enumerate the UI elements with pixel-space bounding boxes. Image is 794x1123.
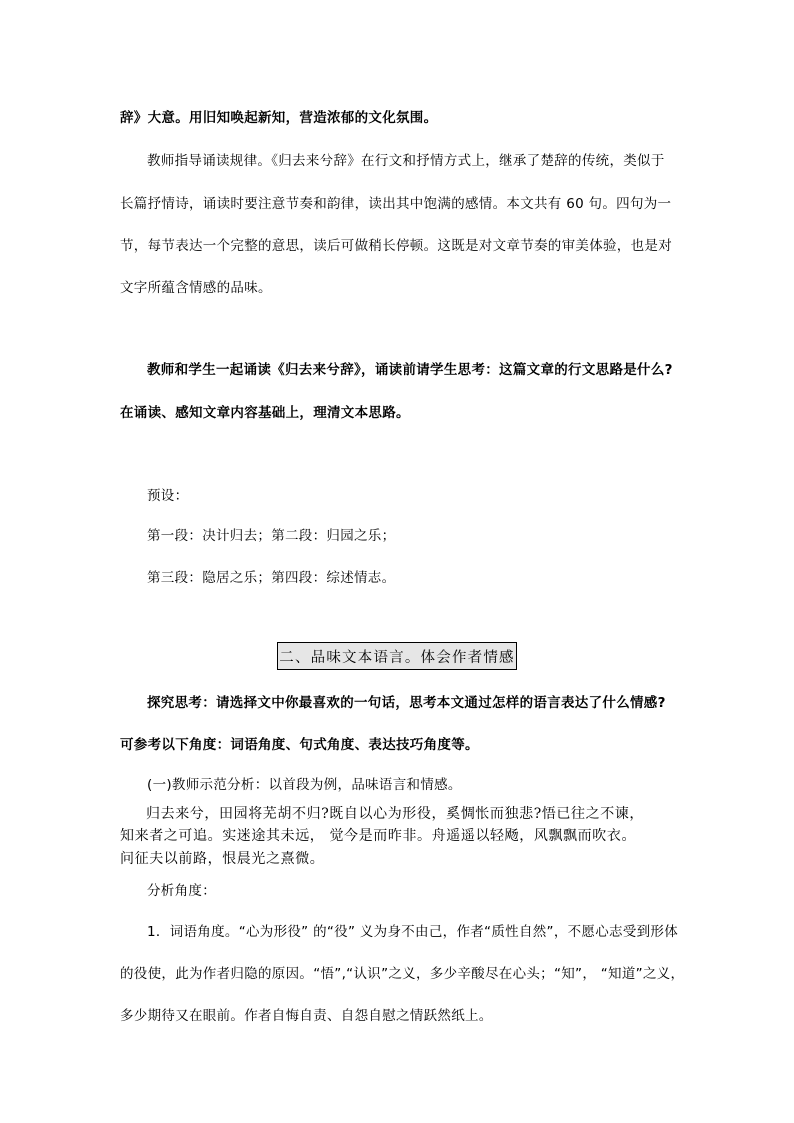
quote-line-1: 归去来兮，田园将芜胡不归?既自以心为形役，奚惆怅而独悲?悟已往之不谏，: [146, 806, 645, 822]
paragraph-3-line-2: 在诵读、感知文章内容基础上，理清文本思路。: [120, 405, 410, 421]
section-heading-box: 二、品味文本语言。体会作者情感: [277, 642, 517, 670]
preset-label: 预设：: [147, 488, 189, 504]
quote-line-2: 知来者之可追。实迷途其未远， 觉今是而昨非。舟遥遥以轻飏，风飘飘而吹衣。: [120, 828, 637, 844]
paragraph-4-line-1: 探究思考：请选择文中你最喜欢的一句话，思考本文通过怎样的语言表达了什么情感?: [147, 695, 666, 711]
paragraph-2-line-2: 长篇抒情诗，诵读时要注意节奏和韵律，读出其中饱满的感情。本文共有 60 句。四句为一: [120, 196, 672, 212]
paragraph-3-line-1: 教师和学生一起诵读《归去来兮辞》，诵读前请学生思考：这篇文章的行文思路是什么?: [147, 362, 673, 378]
paragraph-1-line-1: 辞》大意。用旧知唤起新知，营造浓郁的文化氛围。: [120, 110, 438, 126]
preset-line-2: 第三段：隐居之乐；第四段：综述情志。: [147, 570, 396, 586]
paragraph-2-line-4: 文字所蕴含情感的品味。: [120, 280, 272, 296]
paragraph-2-line-3: 节，每节表达一个完整的意思，读后可做稍长停顿。这既是对文章节奏的审美体验，也是对: [120, 238, 672, 254]
analysis-line-2: 的役使，此为作者归隐的原因。“悟”,“认识”之义，多少辛酸尽在心头；“知”， “知道”之义，: [120, 966, 685, 982]
demo-heading: (一)教师示范分析：以首段为例，品味语言和情感。: [147, 777, 462, 793]
quote-line-3: 问征夫以前路，恨晨光之熹微。: [120, 851, 325, 867]
analysis-line-1: 1．词语角度。“心为形役” 的“役” 义为身不由己，作者“质性自然”，不愿心志受到形体: [147, 924, 679, 940]
paragraph-4-line-2: 可参考以下角度：词语角度、句式角度、表达技巧角度等。: [120, 737, 479, 753]
analysis-line-3: 多少期待又在眼前。作者自悔自责、自怨自慰之情跃然纸上。: [120, 1008, 493, 1024]
analysis-label: 分析角度：: [147, 883, 216, 899]
preset-line-1: 第一段：决计归去；第二段：归园之乐；: [147, 528, 396, 544]
paragraph-2-line-1: 教师指导诵读规律。《归去来兮辞》在行文和抒情方式上，继承了楚辞的传统，类似于: [147, 153, 665, 169]
